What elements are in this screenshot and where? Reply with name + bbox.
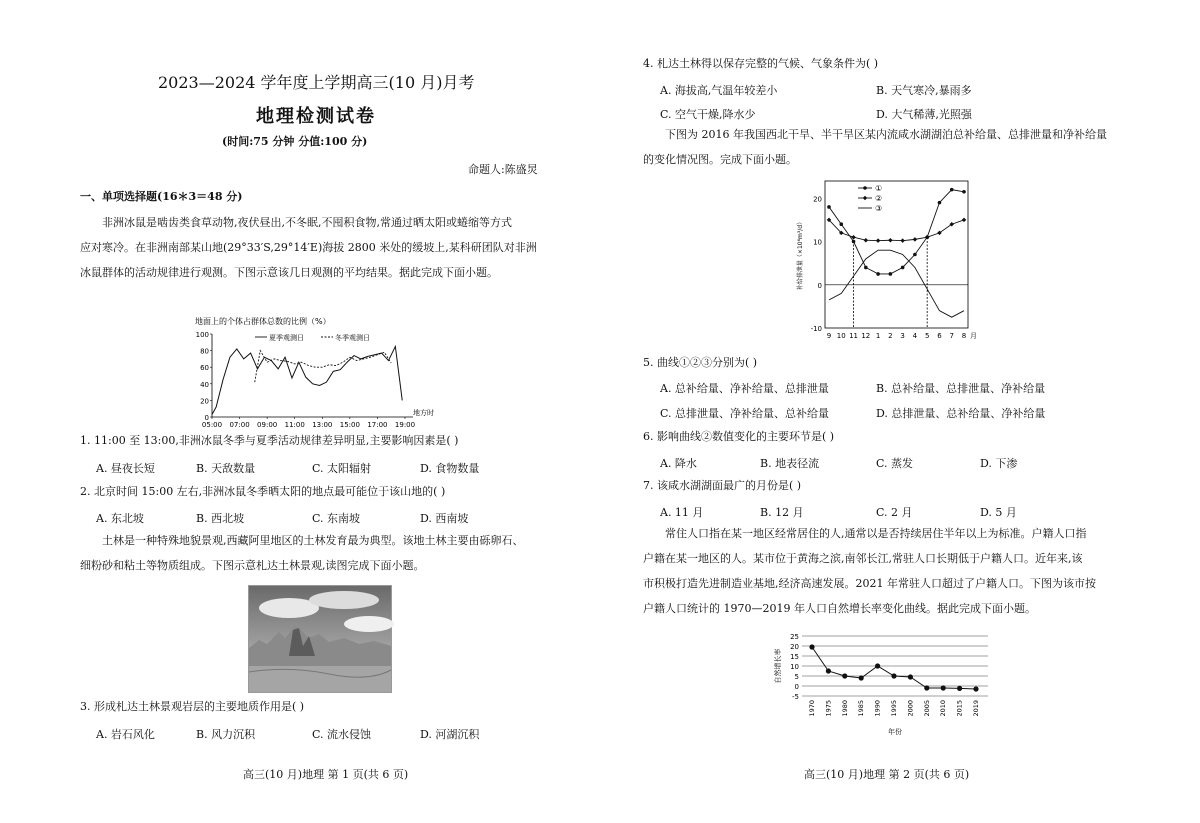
x-tick-label: 07:00 bbox=[229, 421, 250, 429]
y-tick-label: -10 bbox=[810, 325, 822, 333]
x-tick-label: 2015 bbox=[955, 700, 964, 717]
x-tick-label: 1980 bbox=[840, 700, 849, 717]
data-point bbox=[957, 686, 962, 691]
data-point bbox=[913, 237, 918, 242]
x-tick-label: 2019 bbox=[972, 700, 980, 717]
x-tick-label: 1985 bbox=[857, 700, 866, 717]
section-heading: 一、单项选择题(16＊3＝48 分) bbox=[80, 190, 243, 203]
x-tick-label: 11 bbox=[849, 332, 859, 340]
x-tick-label: 1 bbox=[875, 332, 881, 340]
data-point bbox=[913, 253, 917, 257]
q4-option-b[interactable]: B. 天气寒冷,暴雨多 bbox=[876, 84, 972, 97]
y-tick-label: 60 bbox=[200, 364, 209, 373]
chart-natural-growth-rate bbox=[770, 628, 995, 738]
passage-3-line-1: 下图为 2016 年我国西北干旱、半干旱区某内流咸水湖湖泊总补给量、总排泄量和净补给量 bbox=[665, 128, 1107, 141]
legend-label: ③ bbox=[875, 204, 883, 213]
q2-option-d[interactable]: D. 西南坡 bbox=[420, 512, 469, 525]
q1-option-a[interactable]: A. 昼夜长短 bbox=[96, 462, 155, 475]
data-point bbox=[891, 673, 896, 678]
time-score: (时间:75 分钟 分值:100 分) bbox=[222, 135, 368, 148]
data-point bbox=[900, 238, 905, 243]
x-tick-label: 1975 bbox=[824, 700, 833, 717]
x-tick-label: 09:00 bbox=[257, 421, 278, 429]
q4-option-a[interactable]: A. 海拔高,气温年较差小 bbox=[660, 84, 778, 97]
passage-1 bbox=[80, 210, 560, 285]
y-tick-label: 0 bbox=[204, 414, 209, 422]
y-tick-label: 20 bbox=[790, 643, 799, 651]
q6-option-b[interactable]: B. 地表径流 bbox=[760, 457, 820, 470]
y-tick-label: 100 bbox=[195, 331, 209, 339]
passage-4-line-3: 市积极打造先进制造业基地,经济高速发展。2021 年常驻人口超过了户籍人口。下图为该市按 bbox=[643, 577, 1096, 590]
x-tick-label: 7 bbox=[949, 332, 954, 340]
q3-option-b[interactable]: B. 风力沉积 bbox=[196, 728, 256, 741]
passage-3-line-2: 的变化情况图。完成下面小题。 bbox=[643, 153, 797, 166]
legend-label: 冬季观测日 bbox=[335, 334, 370, 342]
x-tick-label: 15:00 bbox=[339, 421, 360, 429]
x-tick-label: 2010 bbox=[939, 700, 948, 717]
passage-2-line-2: 细粉砂和粘土等物质组成。下图示意札达土林景观,读图完成下面小题。 bbox=[80, 559, 425, 572]
series-line-2 bbox=[829, 220, 964, 241]
y-tick-label: 0 bbox=[794, 683, 799, 691]
page-footer-2: 高三(10 月)地理 第 2 页(共 6 页) bbox=[804, 768, 970, 781]
question-7: 7. 该咸水湖湖面最广的月份是( ) bbox=[643, 479, 802, 492]
chart-lake-water-balance bbox=[790, 176, 975, 346]
data-point bbox=[962, 190, 966, 194]
passage-1-line-3: 冰鼠群体的活动规律进行观测。下图示意该几日观测的平均结果。据此完成下面小题。 bbox=[80, 266, 498, 279]
data-point bbox=[809, 644, 814, 649]
data-point bbox=[826, 668, 831, 673]
x-tick-label: 11:00 bbox=[284, 421, 305, 429]
q6-option-a[interactable]: A. 降水 bbox=[660, 457, 697, 470]
x-tick-label: 1990 bbox=[873, 700, 882, 717]
x-axis-label: 年份 bbox=[888, 728, 902, 736]
x-tick-label: 5 bbox=[924, 332, 930, 340]
chart-title: 地面上的个体占群体总数的比例（%） bbox=[195, 317, 331, 326]
x-tick-label: 05:00 bbox=[201, 421, 223, 429]
data-point bbox=[859, 675, 864, 680]
y-tick-label: 80 bbox=[200, 347, 209, 356]
x-tick-label: 9 bbox=[826, 332, 832, 340]
q1-option-c[interactable]: C. 太阳辐射 bbox=[312, 462, 372, 475]
q3-option-c[interactable]: C. 流水侵蚀 bbox=[312, 728, 372, 741]
plot-frame bbox=[825, 181, 968, 328]
page-footer-1: 高三(10 月)地理 第 1 页(共 6 页) bbox=[243, 768, 409, 781]
zanda-earth-forest-photo bbox=[248, 585, 392, 693]
legend-marker bbox=[863, 186, 867, 190]
series-line bbox=[812, 647, 976, 689]
q2-option-c[interactable]: C. 东南坡 bbox=[312, 512, 361, 525]
x-tick-label: 17:00 bbox=[367, 421, 388, 429]
passage-4-line-1: 常住人口指在某一地区经常居住的人,通常以是否持续居住半年以上为标准。户籍人口指 bbox=[665, 527, 1087, 540]
q3-option-d[interactable]: D. 河湖沉积 bbox=[420, 728, 480, 741]
x-tick-label: 12 bbox=[861, 332, 871, 340]
x-tick-label: 2 bbox=[888, 332, 893, 340]
passage-4 bbox=[643, 521, 1148, 621]
data-point bbox=[864, 266, 868, 270]
y-tick-label: -5 bbox=[792, 693, 799, 701]
x-tick-label: 1970 bbox=[808, 700, 816, 717]
passage-4-line-2: 户籍在某一地区的人。某市位于黄海之滨,南邻长江,常驻人口长期低于户籍人口。近年来,该 bbox=[643, 552, 1083, 565]
data-point bbox=[973, 686, 978, 691]
passage-2-line-1: 土林是一种特殊地貌景观,西藏阿里地区的土林发育最为典型。该地土林主要由砾卵石、 bbox=[102, 534, 524, 547]
q4-option-c[interactable]: C. 空气干燥,降水少 bbox=[660, 108, 756, 121]
exam-title: 地理检测试卷 bbox=[256, 106, 376, 127]
x-tick-label: 1995 bbox=[890, 700, 898, 717]
y-tick-label: 40 bbox=[200, 380, 209, 389]
passage-1-line-2: 应对寒冷。在非洲南部某山地(29°33′S,29°14′E)海拔 2800 米处的缓坡上,某科研团队对非洲 bbox=[80, 241, 537, 254]
data-point bbox=[839, 222, 843, 226]
q1-option-b[interactable]: B. 天敌数量 bbox=[196, 462, 256, 475]
q7-option-b[interactable]: B. 12 月 bbox=[760, 506, 804, 519]
series-line-summer bbox=[212, 346, 402, 414]
legend-label: 夏季观测日 bbox=[269, 334, 304, 342]
data-point bbox=[875, 663, 880, 668]
x-tick-label: 2000 bbox=[906, 700, 915, 717]
y-axis-label: 补给排泄量（×10⁶m³/d） bbox=[797, 218, 804, 291]
q5-option-d[interactable]: D. 总排泄量、总补给量、净补给量 bbox=[876, 407, 1046, 420]
data-point bbox=[864, 238, 869, 243]
zanda-landscape-image bbox=[249, 586, 391, 692]
data-point bbox=[888, 238, 893, 243]
data-point bbox=[889, 272, 893, 276]
q3-option-a[interactable]: A. 岩石风化 bbox=[96, 728, 155, 741]
legend-label: ② bbox=[875, 194, 883, 203]
y-axis-label: 自然增长率 bbox=[774, 648, 782, 684]
data-point bbox=[962, 218, 967, 223]
data-point bbox=[901, 266, 905, 270]
series-line-1 bbox=[829, 190, 964, 274]
q5-option-c[interactable]: C. 总排泄量、净补给量、总补给量 bbox=[660, 407, 830, 420]
question-1: 1. 11:00 至 13:00,非洲冰鼠冬季与夏季活动规律差异明显,主要影响因素是( ) bbox=[80, 434, 459, 447]
x-unit-label: 月 bbox=[970, 332, 977, 340]
x-tick-label: 3 bbox=[900, 332, 905, 340]
question-6: 6. 影响曲线②数值变化的主要环节是( ) bbox=[643, 430, 835, 443]
q7-option-a[interactable]: A. 11 月 bbox=[660, 506, 704, 519]
passage-2 bbox=[80, 528, 560, 578]
q6-option-c[interactable]: C. 蒸发 bbox=[876, 457, 914, 470]
legend-marker bbox=[863, 196, 868, 201]
y-tick-label: 25 bbox=[790, 633, 799, 641]
exam-header: 2023—2024 学年度上学期高三(10 月)月考 bbox=[158, 73, 475, 92]
q4-option-d[interactable]: D. 大气稀薄,光照强 bbox=[876, 108, 972, 121]
q2-option-a[interactable]: A. 东北坡 bbox=[96, 512, 144, 525]
q1-option-d[interactable]: D. 食物数量 bbox=[420, 462, 480, 475]
passage-1-line-1: 非洲冰鼠是啮齿类食草动物,夜伏昼出,不冬眠,不囤积食物,常通过晒太阳或蜷缩等方式 bbox=[102, 216, 512, 229]
question-5: 5. 曲线①②③分别为( ) bbox=[643, 356, 758, 369]
x-tick-label: 2005 bbox=[922, 700, 931, 717]
data-point bbox=[950, 188, 954, 192]
x-tick-label: 6 bbox=[937, 332, 942, 340]
q7-option-c[interactable]: C. 2 月 bbox=[876, 506, 913, 519]
author: 命题人:陈盛炅 bbox=[468, 163, 538, 176]
y-tick-label: 20 bbox=[200, 397, 209, 406]
legend-label: ① bbox=[875, 184, 883, 193]
x-axis-label: 地方时 bbox=[413, 409, 434, 417]
data-point bbox=[876, 272, 880, 276]
x-tick-label: 8 bbox=[961, 332, 967, 340]
data-point bbox=[908, 674, 913, 679]
y-tick-label: 15 bbox=[790, 653, 799, 661]
x-tick-label: 13:00 bbox=[312, 421, 333, 429]
data-point bbox=[827, 205, 831, 209]
q5-option-b[interactable]: B. 总补给量、总排泄量、净补给量 bbox=[876, 382, 1046, 395]
passage-4-line-4: 户籍人口统计的 1970—2019 年人口自然增长率变化曲线。据此完成下面小题。 bbox=[643, 602, 1036, 615]
data-point bbox=[941, 685, 946, 690]
x-tick-label: 4 bbox=[912, 332, 918, 340]
chart-ice-rat-activity bbox=[190, 312, 460, 437]
y-tick-label: 0 bbox=[817, 281, 822, 290]
y-tick-label: 5 bbox=[794, 673, 799, 681]
q5-option-a[interactable]: A. 总补给量、净补给量、总排泄量 bbox=[660, 382, 829, 395]
question-2: 2. 北京时间 15:00 左右,非洲冰鼠冬季晒太阳的地点最可能位于该山地的( ) bbox=[80, 485, 446, 498]
q6-option-d[interactable]: D. 下渗 bbox=[980, 457, 1018, 470]
series-line-3 bbox=[829, 250, 964, 317]
passage-3 bbox=[643, 122, 1143, 172]
y-tick-label: 10 bbox=[813, 238, 822, 247]
question-4: 4. 札达土林得以保存完整的气候、气象条件为( ) bbox=[643, 57, 879, 70]
x-tick-label: 10 bbox=[836, 332, 846, 340]
data-point bbox=[876, 238, 881, 243]
data-point bbox=[842, 673, 847, 678]
data-point bbox=[938, 201, 942, 205]
data-point bbox=[852, 240, 856, 244]
q7-option-d[interactable]: D. 5 月 bbox=[980, 506, 1017, 519]
q2-option-b[interactable]: B. 西北坡 bbox=[196, 512, 245, 525]
data-point bbox=[924, 685, 929, 690]
x-tick-label: 19:00 bbox=[394, 421, 416, 429]
y-tick-label: 20 bbox=[813, 195, 822, 204]
y-tick-label: 10 bbox=[790, 663, 799, 671]
question-3: 3. 形成札达土林景观岩层的主要地质作用是( ) bbox=[80, 700, 305, 713]
